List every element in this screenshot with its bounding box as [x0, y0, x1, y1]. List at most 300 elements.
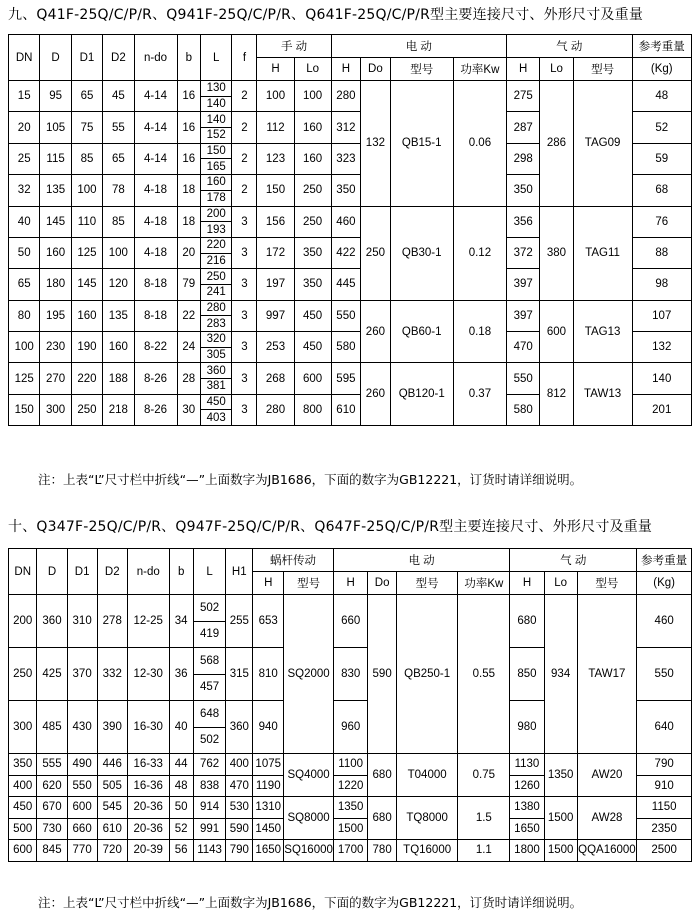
- cell-d1: 145: [71, 269, 102, 300]
- cell-pneu-h: 1800: [510, 840, 545, 862]
- hdr-manual-lo: Lo: [294, 58, 331, 81]
- hdr-pneu-lo: Lo: [540, 58, 573, 81]
- cell-f: 2: [232, 143, 257, 174]
- cell-d2: 390: [97, 701, 127, 754]
- cell-pneu-lo: 1500: [544, 797, 577, 840]
- cell-b: 52: [169, 818, 193, 840]
- cell-d: 115: [40, 143, 71, 174]
- cell-pneu-h: 1380: [510, 797, 545, 819]
- cell-pneu-h: 298: [507, 143, 540, 174]
- cell-f: 3: [232, 300, 257, 331]
- hdr-electric-model: 型号: [390, 58, 453, 81]
- cell-b: 34: [169, 595, 193, 648]
- cell-manual-lo: 160: [294, 112, 331, 143]
- cell-worm-model: SQ4000: [284, 754, 334, 797]
- cell-d2: 85: [103, 206, 134, 237]
- cell-pneu-model: TAG11: [573, 206, 632, 300]
- hdr2-pneumatic: 气 动: [510, 549, 637, 572]
- cell-d: 425: [37, 648, 67, 701]
- table-q347f: [8, 548, 692, 862]
- cell-ndo: 4-14: [134, 81, 177, 112]
- cell-electric-model: T04000: [396, 754, 458, 797]
- cell-b: 79: [177, 269, 200, 300]
- cell-worm-model: SQ8000: [284, 797, 334, 840]
- hdr2-electric: 电 动: [333, 549, 509, 572]
- cell-b: 48: [169, 775, 193, 797]
- cell-manual-h: 253: [257, 332, 294, 363]
- cell-electric-model: QB60-1: [390, 300, 453, 363]
- cell-l-gb: 165: [201, 159, 232, 175]
- cell-l-jb: 280: [201, 300, 232, 316]
- cell-d2: 545: [97, 797, 127, 819]
- hdr2-electric-power: 功率Kw: [458, 572, 510, 595]
- cell-manual-h: 112: [257, 112, 294, 143]
- cell-ndo: 20-36: [127, 797, 169, 819]
- hdr-d1: D1: [71, 35, 102, 81]
- cell-worm-h: 1450: [253, 818, 284, 840]
- cell-electric-h: 350: [331, 175, 361, 206]
- section2-title: 十、Q347F-25Q/C/P/R、Q947F-25Q/C/P/R、Q647F-25Q/C/P/R型主要连接尺寸、外形尺寸及重量: [8, 519, 653, 535]
- hdr-electric-power: 功率Kw: [453, 58, 506, 81]
- cell-ndo: 16-36: [127, 775, 169, 797]
- cell-pneu-h: 275: [507, 81, 540, 112]
- cell-b: 18: [177, 175, 200, 206]
- cell-electric-h: 830: [333, 648, 368, 701]
- cell-electric-model: TQ16000: [396, 840, 458, 862]
- hdr2-d2: D2: [97, 549, 127, 595]
- table-row: [9, 595, 692, 622]
- hdr-manual-h: H: [257, 58, 294, 81]
- cell-ndo: 8-22: [134, 332, 177, 363]
- cell-electric-h: 595: [331, 363, 361, 394]
- cell-electric-do: 680: [368, 754, 396, 797]
- cell-dn: 65: [9, 269, 40, 300]
- cell-worm-h: 1190: [253, 775, 284, 797]
- cell-d1: 65: [71, 81, 102, 112]
- hdr2-worm-h: H: [253, 572, 284, 595]
- cell-manual-lo: 350: [294, 269, 331, 300]
- cell-weight: 52: [632, 112, 691, 143]
- cell-h1: 590: [226, 818, 253, 840]
- cell-manual-lo: 600: [294, 363, 331, 394]
- cell-l-gb: 502: [193, 727, 226, 754]
- cell-weight: 2500: [637, 840, 692, 862]
- cell-worm-h: 653: [253, 595, 284, 648]
- cell-electric-do: 260: [361, 363, 391, 426]
- cell-f: 3: [232, 269, 257, 300]
- cell-d2: 135: [103, 300, 134, 331]
- cell-manual-h: 997: [257, 300, 294, 331]
- cell-l: 1143: [193, 840, 226, 862]
- cell-b: 16: [177, 143, 200, 174]
- cell-f: 3: [232, 206, 257, 237]
- hdr-electric-h: H: [331, 58, 361, 81]
- cell-worm-h: 810: [253, 648, 284, 701]
- cell-pneu-lo: 286: [540, 81, 573, 207]
- cell-l-jb: 502: [193, 595, 226, 622]
- hdr2-d1: D1: [67, 549, 97, 595]
- cell-weight: 132: [632, 332, 691, 363]
- cell-dn: 300: [9, 701, 37, 754]
- cell-manual-h: 156: [257, 206, 294, 237]
- cell-weight: 98: [632, 269, 691, 300]
- cell-d: 670: [37, 797, 67, 819]
- cell-pneu-h: 372: [507, 237, 540, 268]
- cell-l-gb: 403: [201, 410, 232, 426]
- cell-manual-lo: 250: [294, 206, 331, 237]
- cell-worm-h: 1075: [253, 754, 284, 776]
- hdr2-pneu-lo: Lo: [544, 572, 577, 595]
- cell-pneu-model: TAG13: [573, 300, 632, 363]
- cell-electric-h: 422: [331, 237, 361, 268]
- cell-dn: 450: [9, 797, 37, 819]
- cell-h1: 315: [226, 648, 253, 701]
- cell-b: 36: [169, 648, 193, 701]
- cell-electric-model: QB120-1: [390, 363, 453, 426]
- cell-manual-h: 172: [257, 237, 294, 268]
- hdr-weight: 参考重量: [632, 35, 691, 58]
- cell-pneu-h: 680: [510, 595, 545, 648]
- cell-d: 180: [40, 269, 71, 300]
- cell-ndo: 12-25: [127, 595, 169, 648]
- cell-d1: 550: [67, 775, 97, 797]
- cell-manual-h: 150: [257, 175, 294, 206]
- cell-d1: 160: [71, 300, 102, 331]
- cell-worm-model: SQ2000: [284, 595, 334, 754]
- cell-d2: 720: [97, 840, 127, 862]
- cell-b: 24: [177, 332, 200, 363]
- cell-b: 44: [169, 754, 193, 776]
- cell-electric-power: 0.37: [453, 363, 506, 426]
- cell-weight: 1150: [637, 797, 692, 819]
- cell-l-gb: 381: [201, 379, 232, 395]
- cell-d: 620: [37, 775, 67, 797]
- cell-dn: 100: [9, 332, 40, 363]
- cell-pneu-lo: 1500: [544, 840, 577, 862]
- cell-d1: 490: [67, 754, 97, 776]
- cell-d2: 188: [103, 363, 134, 394]
- cell-dn: 50: [9, 237, 40, 268]
- cell-pneu-model: TAW17: [577, 595, 637, 754]
- hdr2-electric-do: Do: [368, 572, 396, 595]
- hdr-dn: DN: [9, 35, 40, 81]
- cell-pneu-model: TAW13: [573, 363, 632, 426]
- cell-dn: 150: [9, 394, 40, 425]
- cell-dn: 350: [9, 754, 37, 776]
- cell-l-jb: 250: [201, 269, 232, 285]
- cell-ndo: 8-18: [134, 300, 177, 331]
- cell-l-jb: 568: [193, 648, 226, 675]
- cell-pneu-model: AW20: [577, 754, 637, 797]
- hdr2-pneu-h: H: [510, 572, 545, 595]
- cell-h1: 530: [226, 797, 253, 819]
- cell-d1: 110: [71, 206, 102, 237]
- cell-d1: 600: [67, 797, 97, 819]
- cell-electric-do: 590: [368, 595, 396, 754]
- cell-d1: 125: [71, 237, 102, 268]
- hdr-manual: 手 动: [257, 35, 331, 58]
- cell-b: 16: [177, 112, 200, 143]
- cell-d1: 75: [71, 112, 102, 143]
- cell-electric-h: 460: [331, 206, 361, 237]
- cell-manual-h: 100: [257, 81, 294, 112]
- hdr-electric-do: Do: [361, 58, 391, 81]
- cell-manual-h: 268: [257, 363, 294, 394]
- cell-electric-h: 1350: [333, 797, 368, 819]
- cell-electric-h: 610: [331, 394, 361, 425]
- cell-h1: 470: [226, 775, 253, 797]
- cell-l-gb: 241: [201, 284, 232, 300]
- cell-d2: 120: [103, 269, 134, 300]
- cell-electric-power: 0.12: [453, 206, 506, 300]
- hdr-ndo: n-do: [134, 35, 177, 81]
- cell-dn: 200: [9, 595, 37, 648]
- hdr-l: L: [201, 35, 232, 81]
- cell-d: 300: [40, 394, 71, 425]
- cell-pneu-model: AW28: [577, 797, 637, 840]
- cell-l-gb: 457: [193, 674, 226, 701]
- cell-weight: 550: [637, 648, 692, 701]
- hdr2-weight: 参考重量: [637, 549, 692, 572]
- cell-electric-do: 680: [368, 797, 396, 840]
- cell-b: 28: [177, 363, 200, 394]
- cell-d: 160: [40, 237, 71, 268]
- hdr2-l: L: [193, 549, 226, 595]
- cell-d: 105: [40, 112, 71, 143]
- cell-pneu-h: 1650: [510, 818, 545, 840]
- cell-ndo: 16-33: [127, 754, 169, 776]
- cell-d1: 220: [71, 363, 102, 394]
- cell-ndo: 20-39: [127, 840, 169, 862]
- cell-manual-h: 123: [257, 143, 294, 174]
- cell-b: 18: [177, 206, 200, 237]
- cell-dn: 500: [9, 818, 37, 840]
- hdr2-electric-model: 型号: [396, 572, 458, 595]
- cell-dn: 15: [9, 81, 40, 112]
- hdr2-ndo: n-do: [127, 549, 169, 595]
- cell-b: 50: [169, 797, 193, 819]
- cell-worm-h: 940: [253, 701, 284, 754]
- cell-l-gb: 178: [201, 190, 232, 206]
- cell-d2: 45: [103, 81, 134, 112]
- hdr2-pneu-model: 型号: [577, 572, 637, 595]
- cell-manual-lo: 800: [294, 394, 331, 425]
- cell-manual-h: 197: [257, 269, 294, 300]
- cell-pneu-model: TAG09: [573, 81, 632, 207]
- hdr-pneu-model: 型号: [573, 58, 632, 81]
- cell-dn: 40: [9, 206, 40, 237]
- cell-b: 16: [177, 81, 200, 112]
- cell-h1: 360: [226, 701, 253, 754]
- hdr2-h1: H1: [226, 549, 253, 595]
- cell-d1: 370: [67, 648, 97, 701]
- hdr-b: b: [177, 35, 200, 81]
- cell-weight: 640: [637, 701, 692, 754]
- cell-dn: 125: [9, 363, 40, 394]
- cell-ndo: 8-26: [134, 363, 177, 394]
- cell-d2: 100: [103, 237, 134, 268]
- cell-f: 3: [232, 332, 257, 363]
- cell-l-jb: 360: [201, 363, 232, 379]
- cell-pneu-h: 580: [507, 394, 540, 425]
- cell-l-gb: 140: [201, 96, 232, 112]
- cell-l-gb: 216: [201, 253, 232, 269]
- cell-electric-model: QB30-1: [390, 206, 453, 300]
- cell-d: 730: [37, 818, 67, 840]
- cell-l: 838: [193, 775, 226, 797]
- cell-l: 914: [193, 797, 226, 819]
- cell-l: 762: [193, 754, 226, 776]
- cell-pneu-model: QQA16000: [577, 840, 637, 862]
- cell-electric-h: 1220: [333, 775, 368, 797]
- cell-pneu-h: 1260: [510, 775, 545, 797]
- cell-weight: 201: [632, 394, 691, 425]
- cell-h1: 400: [226, 754, 253, 776]
- cell-weight: 76: [632, 206, 691, 237]
- cell-d: 230: [40, 332, 71, 363]
- cell-f: 3: [232, 363, 257, 394]
- cell-electric-h: 445: [331, 269, 361, 300]
- cell-ndo: 4-18: [134, 237, 177, 268]
- cell-d2: 55: [103, 112, 134, 143]
- cell-electric-power: 0.18: [453, 300, 506, 363]
- cell-dn: 32: [9, 175, 40, 206]
- cell-electric-power: 1.1: [458, 840, 510, 862]
- cell-manual-lo: 100: [294, 81, 331, 112]
- cell-dn: 25: [9, 143, 40, 174]
- table-row: [9, 81, 692, 97]
- cell-ndo: 4-18: [134, 175, 177, 206]
- cell-l: 991: [193, 818, 226, 840]
- cell-f: 2: [232, 81, 257, 112]
- cell-d: 485: [37, 701, 67, 754]
- cell-manual-lo: 450: [294, 300, 331, 331]
- cell-weight: 48: [632, 81, 691, 112]
- cell-weight: 88: [632, 237, 691, 268]
- cell-l-jb: 130: [201, 81, 232, 97]
- hdr2-worm-model: 型号: [284, 572, 334, 595]
- cell-d2: 332: [97, 648, 127, 701]
- hdr2-b: b: [169, 549, 193, 595]
- cell-l-jb: 140: [201, 112, 232, 128]
- cell-weight: 910: [637, 775, 692, 797]
- cell-pneu-h: 397: [507, 300, 540, 331]
- hdr2-electric-h: H: [333, 572, 368, 595]
- cell-d: 135: [40, 175, 71, 206]
- hdr-kg: (Kg): [632, 58, 691, 81]
- cell-electric-do: 260: [361, 300, 391, 363]
- cell-d2: 65: [103, 143, 134, 174]
- section2-note: 注：上表“L”尺寸栏中折线“—”上面数字为JB1686，下面的数字为GB12221，订货时请详细说明。: [38, 895, 583, 910]
- cell-pneu-h: 350: [507, 175, 540, 206]
- cell-electric-h: 312: [331, 112, 361, 143]
- cell-l-jb: 200: [201, 206, 232, 222]
- cell-l-jb: 450: [201, 394, 232, 410]
- cell-electric-do: 132: [361, 81, 391, 207]
- table-row: [9, 206, 692, 222]
- cell-d: 95: [40, 81, 71, 112]
- cell-pneu-h: 287: [507, 112, 540, 143]
- table-row: [9, 840, 692, 862]
- cell-d: 360: [37, 595, 67, 648]
- cell-l-gb: 305: [201, 347, 232, 363]
- hdr2-dn: DN: [9, 549, 37, 595]
- hdr-pneu-h: H: [507, 58, 540, 81]
- cell-d: 270: [40, 363, 71, 394]
- cell-d2: 446: [97, 754, 127, 776]
- table-row: [9, 754, 692, 776]
- cell-pneu-lo: 380: [540, 206, 573, 300]
- cell-d1: 85: [71, 143, 102, 174]
- cell-pneu-lo: 934: [544, 595, 577, 754]
- cell-d2: 278: [97, 595, 127, 648]
- hdr2-d: D: [37, 549, 67, 595]
- table-row: [9, 300, 692, 316]
- hdr-pneumatic: 气 动: [507, 35, 632, 58]
- cell-electric-power: 0.75: [458, 754, 510, 797]
- cell-electric-h: 1500: [333, 818, 368, 840]
- cell-electric-model: TQ8000: [396, 797, 458, 840]
- cell-dn: 250: [9, 648, 37, 701]
- table-row: [9, 797, 692, 819]
- cell-electric-power: 0.55: [458, 595, 510, 754]
- cell-weight: 790: [637, 754, 692, 776]
- cell-b: 30: [177, 394, 200, 425]
- cell-pneu-lo: 1350: [544, 754, 577, 797]
- cell-ndo: 8-18: [134, 269, 177, 300]
- cell-pneu-h: 850: [510, 648, 545, 701]
- cell-electric-h: 660: [333, 595, 368, 648]
- cell-electric-model: QB15-1: [390, 81, 453, 207]
- cell-d1: 100: [71, 175, 102, 206]
- cell-ndo: 4-14: [134, 112, 177, 143]
- cell-h1: 255: [226, 595, 253, 648]
- cell-weight: 59: [632, 143, 691, 174]
- cell-d1: 310: [67, 595, 97, 648]
- cell-d2: 218: [103, 394, 134, 425]
- cell-d: 845: [37, 840, 67, 862]
- hdr2-worm: 蜗杆传动: [253, 549, 334, 572]
- hdr-d2: D2: [103, 35, 134, 81]
- hdr-f: f: [232, 35, 257, 81]
- cell-pneu-h: 980: [510, 701, 545, 754]
- cell-weight: 2350: [637, 818, 692, 840]
- cell-manual-lo: 250: [294, 175, 331, 206]
- cell-d1: 250: [71, 394, 102, 425]
- hdr2-kg: (Kg): [637, 572, 692, 595]
- cell-pneu-h: 1130: [510, 754, 545, 776]
- cell-electric-model: QB250-1: [396, 595, 458, 754]
- cell-electric-do: 250: [361, 206, 391, 300]
- cell-worm-h: 1650: [253, 840, 284, 862]
- cell-l-jb: 160: [201, 175, 232, 191]
- cell-f: 2: [232, 175, 257, 206]
- section1-note: 注：上表“L”尺寸栏中折线“—”上面数字为JB1686，下面的数字为GB12221，订货时请详细说明。: [38, 472, 583, 487]
- cell-manual-lo: 450: [294, 332, 331, 363]
- cell-l-jb: 648: [193, 701, 226, 728]
- cell-dn: 400: [9, 775, 37, 797]
- cell-ndo: 4-18: [134, 206, 177, 237]
- cell-l-jb: 150: [201, 143, 232, 159]
- cell-d: 555: [37, 754, 67, 776]
- cell-manual-lo: 350: [294, 237, 331, 268]
- cell-l-gb: 419: [193, 621, 226, 648]
- cell-d1: 770: [67, 840, 97, 862]
- cell-ndo: 8-26: [134, 394, 177, 425]
- cell-d1: 660: [67, 818, 97, 840]
- cell-pneu-h: 397: [507, 269, 540, 300]
- cell-d2: 160: [103, 332, 134, 363]
